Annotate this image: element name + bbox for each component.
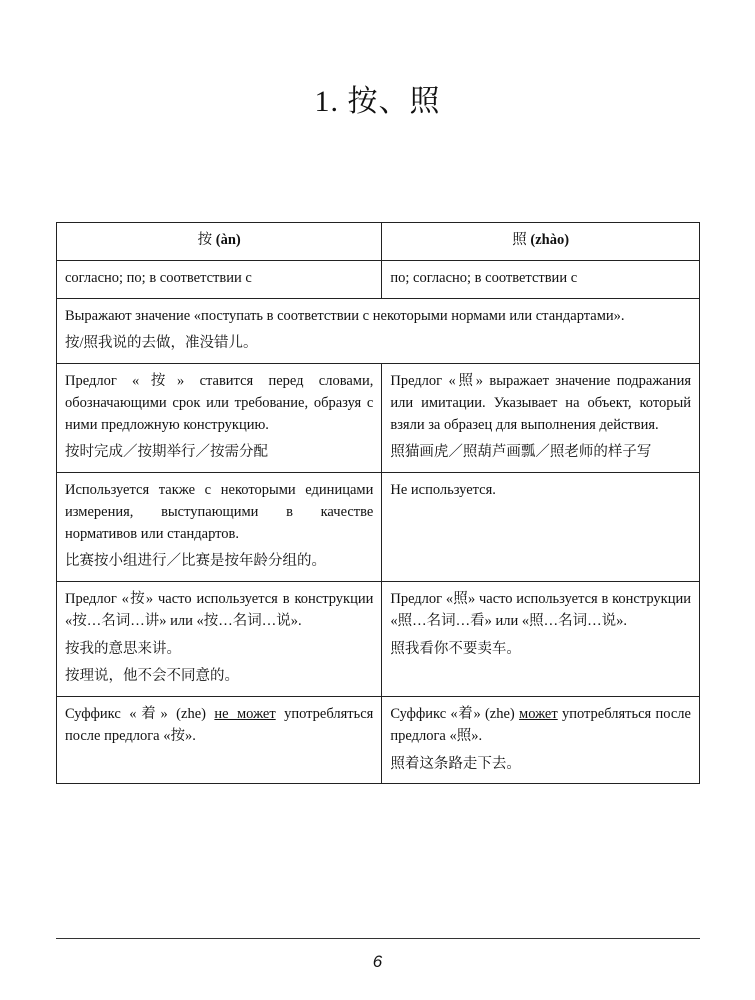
common-example: 按/照我说的去做，准没错儿。 [65,335,258,352]
usage2-an [57,473,382,582]
page-number: 6 [372,952,383,971]
header-an-char: 按 [197,232,213,248]
table-row-usage1 [57,364,700,473]
usage3-an [57,582,382,697]
page-title: 1. 按、照 [314,85,441,118]
meaning-an: согласно; по; в соответствии с [57,260,382,298]
header-zhao-pinyin: (zhào) [530,232,570,248]
comparison-table [56,222,700,784]
header-zhao-char: 照 [512,232,527,248]
suffix-zhao-emphasis: может [519,706,558,722]
usage2-zhao-text: Не используется. [390,482,496,498]
suffix-an-emphasis: не может [214,706,276,722]
meaning-zhao: по; согласно; в соответствии с [382,260,700,298]
usage1-an-example: 按时完成／按期举行／按需分配 [65,444,268,461]
suffix-zhao [382,697,700,784]
usage3-zhao-text: Предлог «照» часто используется в конструкции «照…名词…看» или «照…名词…说». [390,591,691,629]
suffix-zhao-post: употребляться после предлога «照». [390,706,691,744]
suffix-zhao-pre: Суффикс «着» (zhe) [390,706,520,722]
common-text: Выражают значение «поступать в соответствии с некоторыми нормами или стандартами». [65,307,625,324]
suffix-an [57,697,382,784]
header-an [57,223,382,261]
usage3-an-example-1: 按我的意思来讲。 [65,640,181,657]
table-row-usage3 [57,582,700,697]
usage1-an-text: Предлог «按» ставится перед словами, обозначающими срок или требование, образуя с ними предложную конструкцию. [65,373,374,433]
suffix-an-post: употребляться после предлога «按». [65,706,374,744]
footer-rule [56,938,700,939]
common-cell [57,298,700,364]
header-zhao [382,223,700,261]
table-header-row [57,223,700,261]
usage3-an-example-2: 按理说，他不会不同意的。 [65,668,239,685]
usage2-zhao [382,473,700,582]
usage2-an-text: Используется также с некоторыми единицами измерения, выступающими в качестве нормативов или стандартов. [65,482,374,542]
usage3-an-text: Предлог «按» часто используется в конструкции «按…名词…讲» или «按…名词…说». [65,591,374,629]
table-row-suffix [57,697,700,784]
suffix-an-text [65,704,373,748]
table-row-common [57,298,700,364]
table-row-usage2 [57,473,700,582]
suffix-zhao-text [390,704,691,748]
header-an-pinyin: (àn) [215,232,241,248]
suffix-zhao-example: 照着这条路走下去。 [390,755,521,772]
suffix-an-pre: Суффикс «着» (zhe) [65,706,215,722]
usage2-an-example: 比赛按小组进行／比赛是按年龄分组的。 [65,553,326,570]
usage1-zhao [382,364,700,473]
usage1-zhao-example: 照猫画虎／照葫芦画瓢／照老师的样子写 [390,444,652,461]
table-row-meaning [57,260,700,298]
usage3-zhao-example: 照我看你不要卖车。 [390,640,521,657]
usage3-zhao [382,582,700,697]
usage1-zhao-text: Предлог «照» выражает значение подражания или имитации. Указывает на объект, который взяли за образец для выполнения действия. [390,373,691,433]
usage1-an [57,364,382,473]
